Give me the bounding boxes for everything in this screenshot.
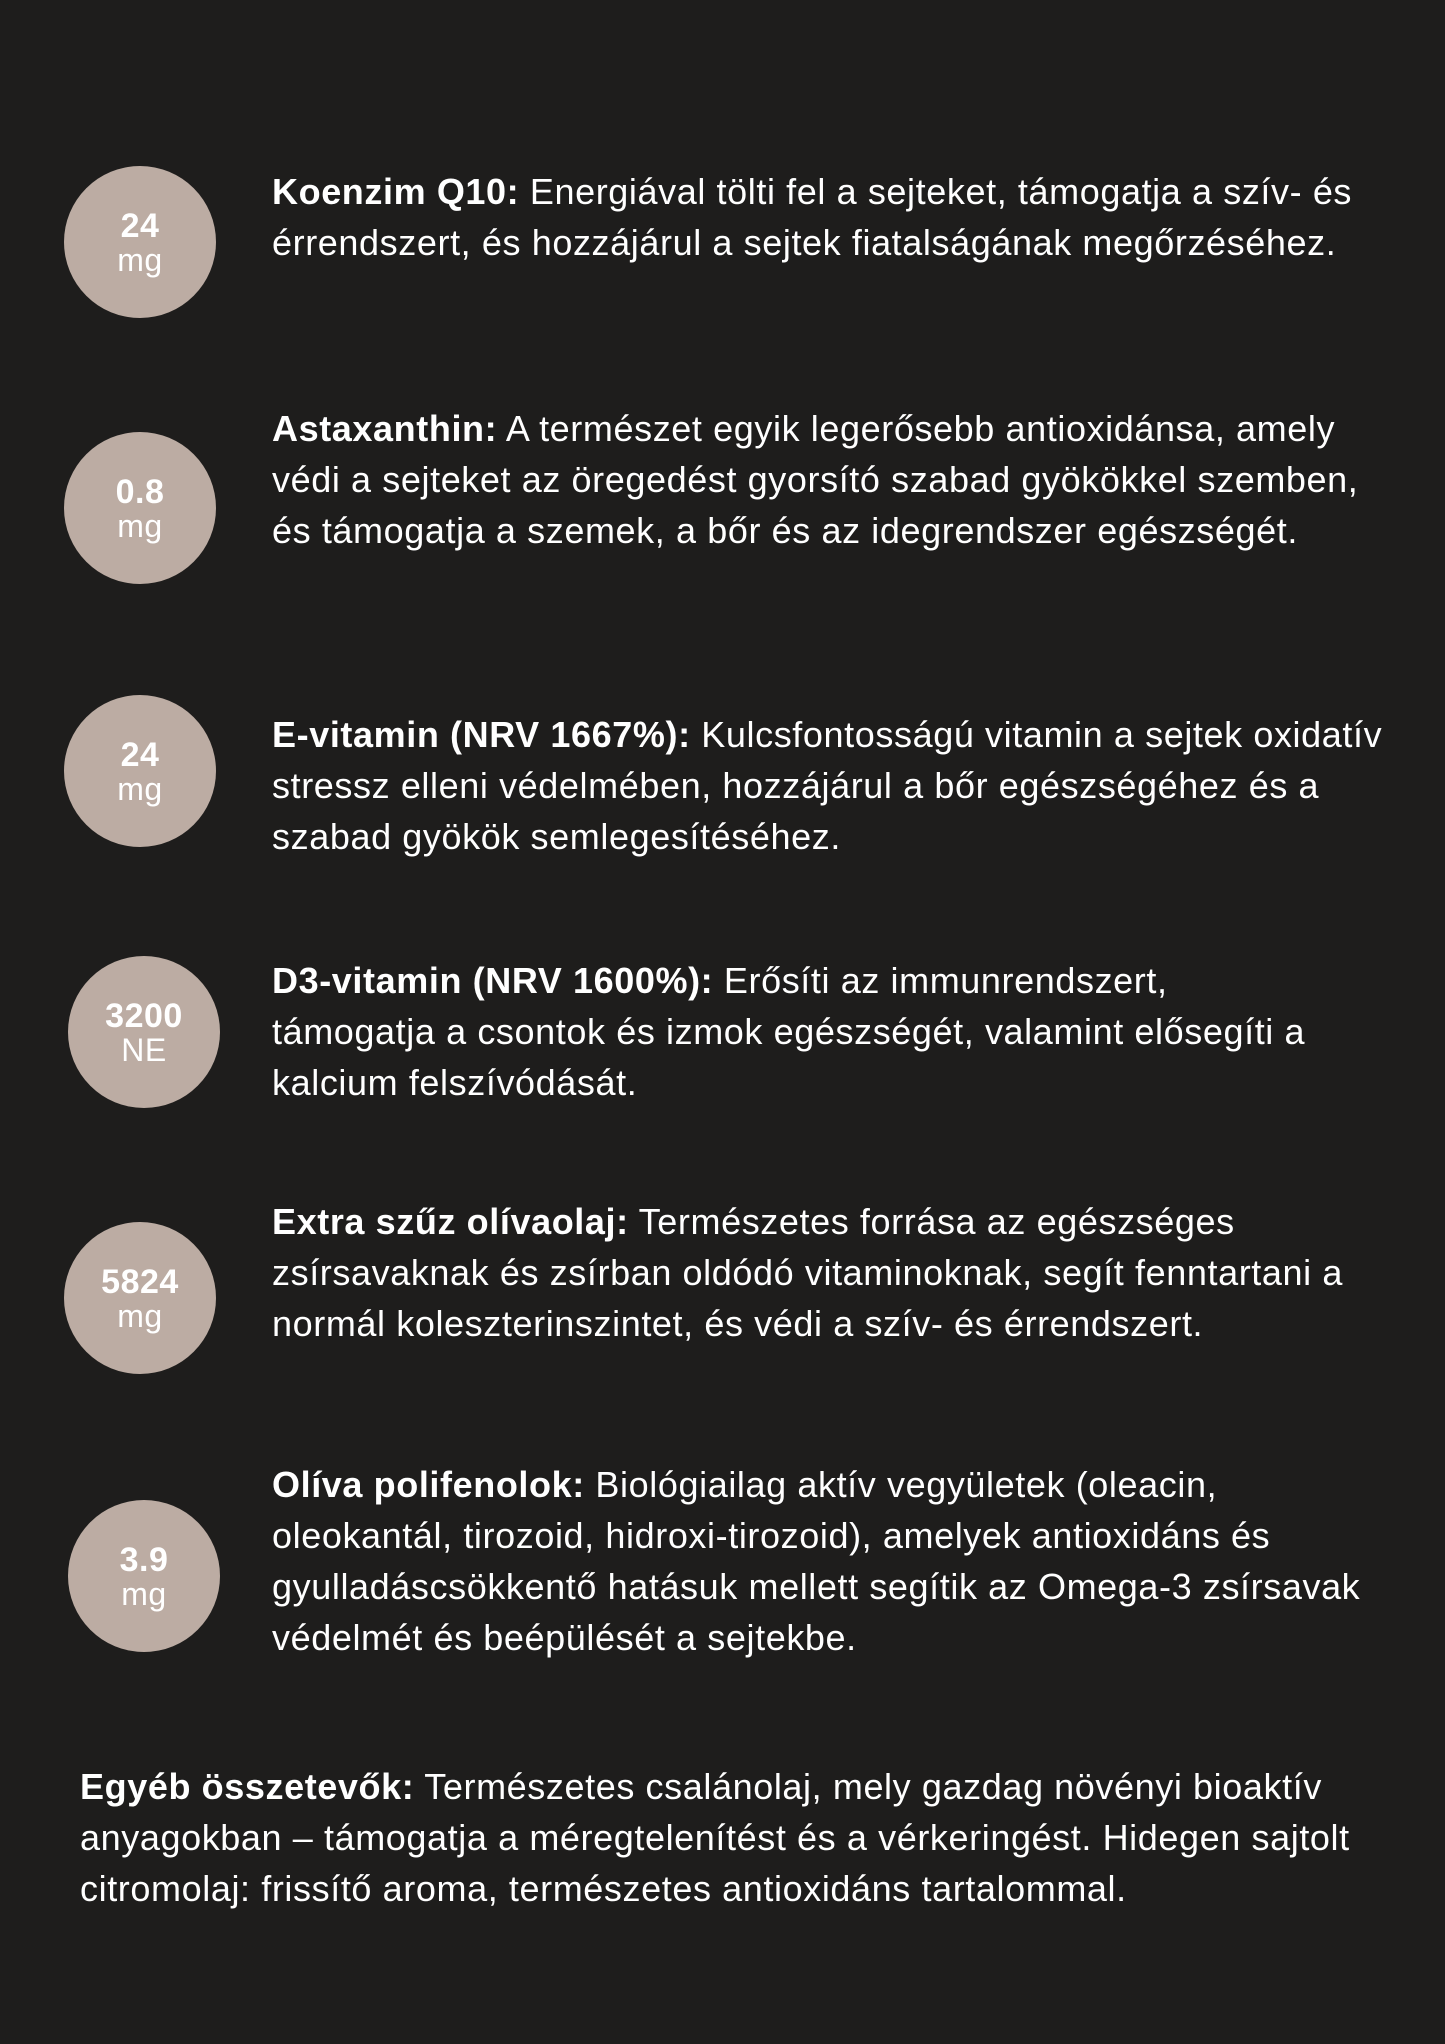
ingredient-description [272,1459,1402,1663]
ingredient-text: Kulcsfontosságú vitamin a sejtek oxidatív stressz elleni védelmében, hozzájárul a bőr egészségéhez és a szabad gyökök semlegesítéséhez. [272,714,1383,857]
ingredient-description [272,955,1332,1108]
ingredient-name: Olíva polifenolok: [272,1464,585,1505]
dosage-unit: mg [121,1575,167,1612]
ingredient-description [272,403,1402,556]
dosage-value: 24 [120,206,160,245]
other-ingredients [80,1761,1420,1914]
ingredient-name: Extra szűz olívaolaj: [272,1201,629,1242]
dosage-unit: NE [121,1031,167,1068]
dosage-badge [64,432,216,584]
ingredient-name: Koenzim Q10: [272,171,520,212]
dosage-unit: mg [117,507,163,544]
dosage-badge [64,166,216,318]
dosage-value: 3.9 [119,1540,169,1579]
dosage-badge [64,695,216,847]
ingredient-name: Astaxanthin: [272,408,498,449]
other-ingredients-text: Természetes csalánolaj, mely gazdag növényi bioaktív anyagokban – támogatja a méregtelenítést és a vérkeringést. Hidegen sajtolt citromolaj: frissítő aroma, természetes antioxidáns tartalommal. [80,1766,1350,1909]
dosage-badge [64,1222,216,1374]
ingredient-text: A természet egyik legerősebb antioxidánsa, amely védi a sejteket az öregedést gyorsító szabad gyökökkel szemben, és támogatja a szemek, a bőr és az idegrendszer egészségét. [272,408,1359,551]
dosage-value: 3200 [105,996,183,1035]
ingredient-text: Biológiailag aktív vegyületek (oleacin, oleokantál, tirozoid, hidroxi-tirozoid), amelyek antioxidáns és gyulladáscsökkentő hatásuk mellett segítik az Omega-3 zsírsavak védelmét és beépülését a sejtekbe. [272,1464,1361,1658]
ingredient-description [272,166,1372,268]
dosage-value: 24 [120,735,160,774]
ingredient-name: D3-vitamin (NRV 1600%): [272,960,714,1001]
dosage-badge [68,956,220,1108]
dosage-unit: mg [117,770,163,807]
ingredient-description [272,1196,1372,1349]
dosage-unit: mg [117,1297,163,1334]
dosage-value: 0.8 [115,472,165,511]
ingredient-text: Energiával tölti fel a sejteket, támogatja a szív- és érrendszert, és hozzájárul a sejtek fiatalságának megőrzéséhez. [272,171,1353,263]
dosage-badge [68,1500,220,1652]
other-ingredients-heading: Egyéb összetevők: [80,1766,415,1807]
ingredient-name: E-vitamin (NRV 1667%): [272,714,691,755]
dosage-unit: mg [117,241,163,278]
ingredient-text: Erősíti az immunrendszert, támogatja a csontok és izmok egészségét, valamint elősegíti a kalcium felszívódását. [272,960,1306,1103]
ingredient-description [272,709,1402,862]
ingredient-text: Természetes forrása az egészséges zsírsavaknak és zsírban oldódó vitaminoknak, segít fenntartani a normál koleszterinszintet, és védi a szív- és érrendszert. [272,1201,1343,1344]
dosage-value: 5824 [101,1262,179,1301]
